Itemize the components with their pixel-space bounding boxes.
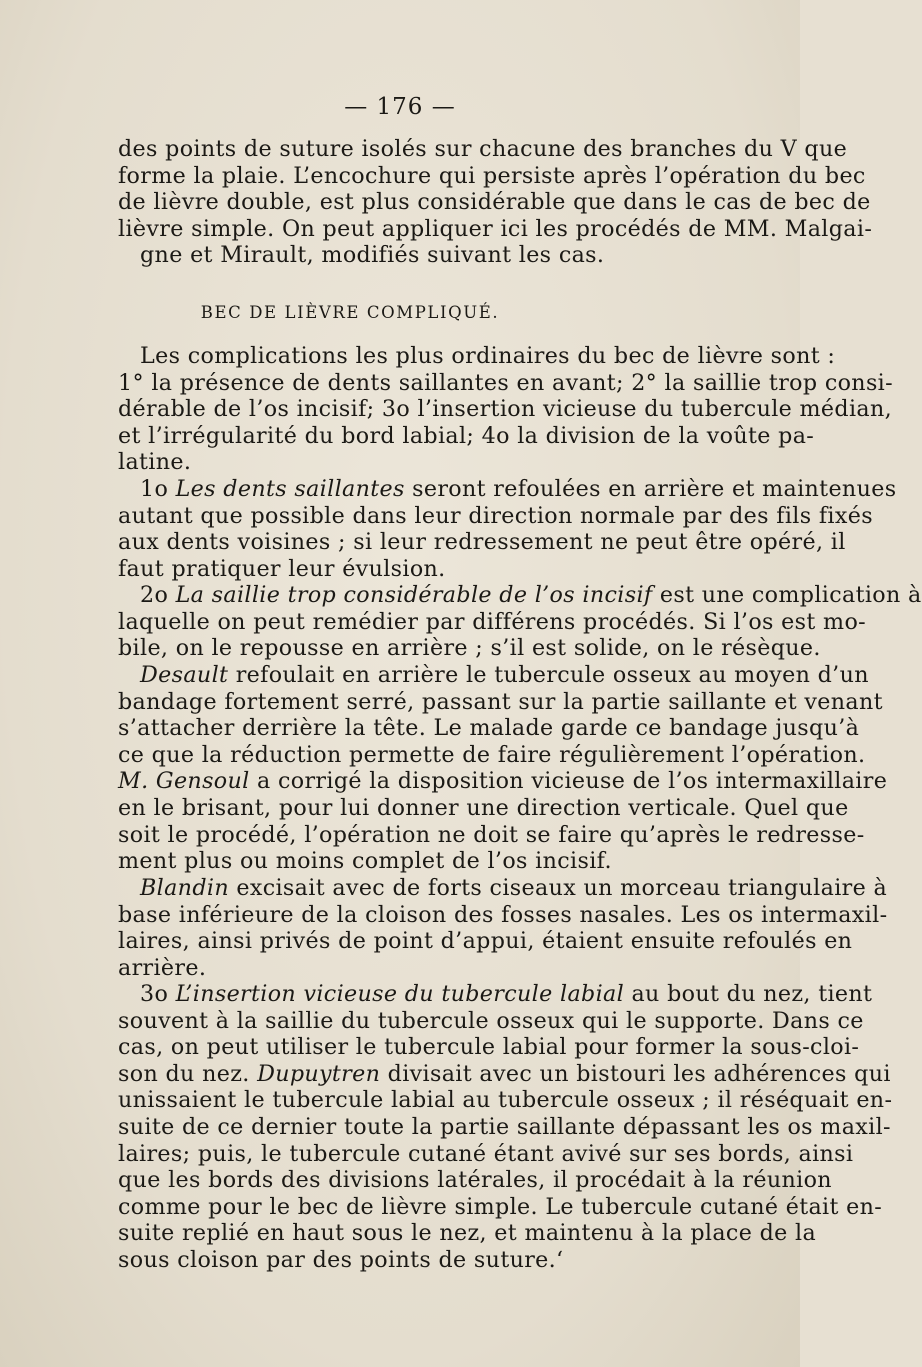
text-line: unissaient le tubercule labial au tubercule osseux ; il réséquait en-: [118, 1087, 893, 1114]
text-line: laires; puis, le tubercule cutané étant avivé sur ses bords, ainsi: [118, 1140, 854, 1167]
text-line: bandage fortement serré, passant sur la partie saillante et venant: [118, 688, 883, 715]
section-heading: BEC DE LIÈVRE COMPLIQUÉ.: [200, 303, 500, 322]
paragraph-continuation: [118, 136, 873, 269]
text-line: latine.: [118, 449, 192, 476]
text-line: laires, ainsi privés de point d’appui, étaient ensuite refoulés en: [118, 928, 853, 955]
text-line: arrière.: [118, 954, 207, 981]
text-line: suite de ce dernier toute la partie saillante dépassant les os maxil-: [118, 1113, 891, 1140]
text-run: seront refoulées en arrière et maintenues: [404, 476, 897, 502]
text-run: divisait avec un bistouri les adhérences qui: [380, 1060, 891, 1087]
text-line: que les bords des divisions latérales, il procédait à la réunion: [118, 1167, 832, 1194]
paragraph-desault: [118, 662, 888, 875]
text-line: s’attacher derrière la tête. Le malade garde ce bandage jusqu’à: [118, 715, 860, 742]
text-line: de lièvre double, est plus considérable que dans le cas de bec de: [118, 189, 871, 216]
text-line: laquelle on peut remédier par différens procédés. Si l’os est mo-: [118, 608, 866, 635]
paragraph-complications: [118, 343, 893, 476]
text-line: [118, 981, 873, 1008]
text-run: a corrigé la disposition vicieuse de l’os intermaxillaire: [249, 768, 888, 795]
text-line: faut pratiquer leur évulsion.: [118, 555, 446, 582]
item-number: 2o: [140, 582, 176, 608]
italic-term: La saillie trop considérable de l’os incisif: [175, 582, 653, 608]
text-run: au bout du nez, tient: [624, 981, 873, 1007]
text-line: Les complications les plus ordinaires du bec de lièvre sont :: [140, 343, 836, 369]
italic-term: L’insertion vicieuse du tubercule labial: [175, 981, 625, 1007]
text-run: excisait avec de forts ciseaux un morceau triangulaire à: [228, 875, 888, 901]
paragraph-saillie-os-incisif: [118, 582, 922, 662]
text-line: sous cloison par des points de suture.‘: [118, 1246, 564, 1273]
italic-name: Dupuytren: [257, 1060, 381, 1087]
text-line: aux dents voisines ; si leur redressement ne peut être opéré, il: [118, 529, 846, 556]
text-line: bile, on le repousse en arrière ; s’il est solide, on le résèque.: [118, 635, 821, 662]
text-line: [118, 875, 888, 902]
text-line: autant que possible dans leur direction normale par des fils fixés: [118, 502, 873, 529]
text-line: [118, 768, 888, 795]
italic-name: M. Gensoul: [118, 768, 250, 795]
text-line: ce que la réduction permette de faire régulièrement l’opération.: [118, 741, 866, 768]
text-line: ment plus ou moins complet de l’os incisif.: [118, 848, 612, 875]
text-line: dérable de l’os incisif; 3o l’insertion vicieuse du tubercule médian,: [118, 396, 893, 423]
text-line: [118, 582, 922, 609]
text-line: [118, 476, 897, 503]
item-number: 3o: [140, 981, 176, 1007]
text-line: des points de suture isolés sur chacune des branches du V que: [118, 136, 848, 162]
paragraph-blandin: [118, 875, 888, 981]
text-line: [118, 1060, 891, 1088]
item-number: 1o: [140, 476, 176, 502]
text-line: en le brisant, pour lui donner une direction verticale. Quel que: [118, 794, 849, 821]
text-line: base inférieure de la cloison des fosses nasales. Les os intermaxil-: [118, 901, 888, 928]
text-line: soit le procédé, l’opération ne doit se faire qu’après le redresse-: [118, 821, 865, 848]
text-line: lièvre simple. On peut appliquer ici les procédés de MM. Malgai-: [118, 215, 873, 242]
text-line: [118, 662, 869, 689]
paragraph-insertion-vicieuse: [118, 981, 893, 1274]
text-line: suite replié en haut sous le nez, et maintenu à la place de la: [118, 1220, 817, 1247]
italic-name: Blandin: [140, 875, 229, 901]
text-line: gne et Mirault, modifiés suivant les cas.: [140, 242, 605, 269]
text-line: cas, on peut utiliser le tubercule labial pour former la sous-cloi-: [118, 1034, 860, 1061]
italic-name: Desault: [140, 662, 229, 688]
text-line: 1° la présence de dents saillantes en avant; 2° la saillie trop consi-: [118, 369, 893, 396]
paragraph-dents-saillantes: [118, 476, 897, 582]
text-line: forme la plaie. L’encochure qui persiste après l’opération du bec: [118, 162, 866, 189]
text-line: et l’irrégularité du bord labial; 4o la division de la voûte pa-: [118, 422, 815, 449]
italic-term: Les dents saillantes: [175, 476, 405, 502]
text-run: est une complication à: [652, 582, 922, 608]
text-run: refoulait en arrière le tubercule osseux au moyen d’un: [228, 662, 869, 688]
text-line: comme pour le bec de lièvre simple. Le tubercule cutané était en-: [118, 1193, 883, 1220]
page-number: — 176 —: [344, 94, 456, 120]
text-run: son du nez.: [118, 1060, 258, 1087]
text-line: souvent à la saillie du tubercule osseux qui le supporte. Dans ce: [118, 1007, 864, 1034]
